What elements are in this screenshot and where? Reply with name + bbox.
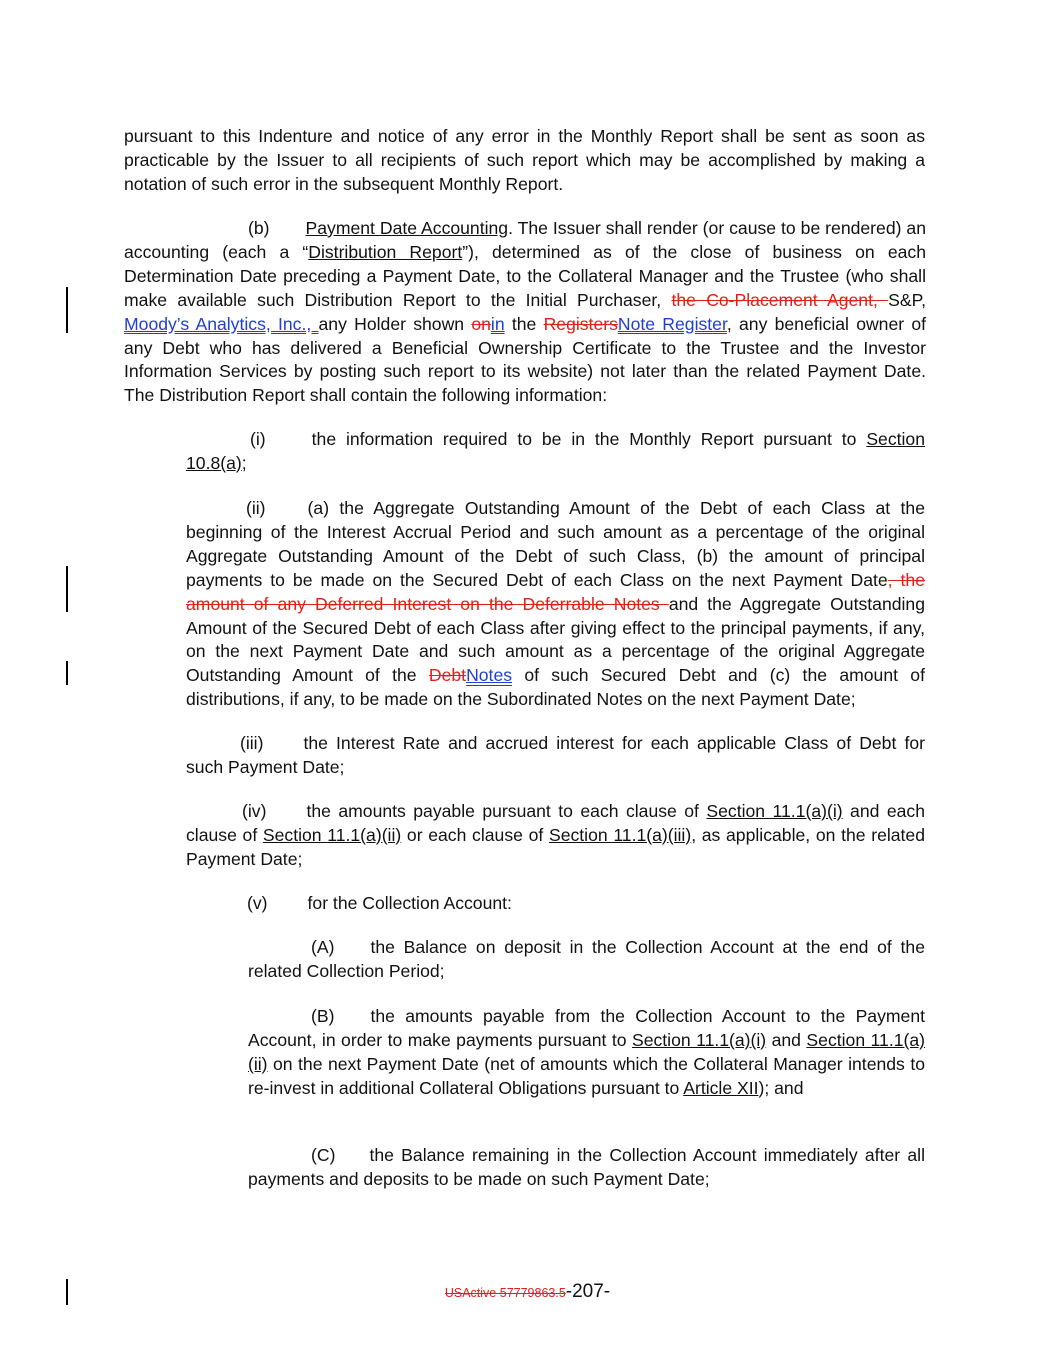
list-item-i: (i) the information required to be in the Monthly Report pursuant to Section 10.8(a); (186, 429, 925, 473)
section-reference: Section 11.1(a)(ii) (262, 824, 402, 845)
section-reference: Section 11.1(a)(ii) (248, 1029, 925, 1074)
article-reference: Article XII (683, 1077, 759, 1098)
clause-number: (b) (248, 218, 270, 238)
section-heading: Payment Date Accounting (305, 218, 509, 238)
clause-number: (i) (250, 429, 266, 449)
list-item-iv: (iv) the amounts payable pursuant to each clause of Section 11.1(a)(i) and each clause of Section 11.1(a)(ii) or each clause of Section 11.1(a)(iii), as applicable, on the related Payment Date; (186, 801, 926, 869)
section-reference: Section 11.1(a)(i) (631, 1029, 767, 1050)
clause-number: (A) (311, 937, 335, 957)
sub-item-B: (B) the amounts payable from the Collection Account to the Payment Account, in order to make payments pursuant to Section 11.1(a)(i) and Section 11.1(a)(ii) on the next Payment Date (net of amounts which the Collateral Manager intends to re-invest in additional Collateral Obligations pursuant to Article XII); and (248, 1006, 925, 1098)
inserted-text: in (490, 313, 505, 334)
deleted-text: Registers (543, 313, 618, 334)
change-bar (66, 661, 68, 685)
inserted-text: Note Register (617, 313, 727, 334)
page-footer (0, 1281, 1055, 1303)
deleted-document-id: USActive 57779863.5 (444, 1286, 566, 1300)
deleted-text: Debt (428, 665, 467, 686)
clause-number: (iii) (240, 733, 264, 753)
list-item-ii: (ii) (a) the Aggregate Outstanding Amount of the Debt of each Class at the beginning of the Interest Accrual Period and such amount as a percentage of the original Aggregate Outstanding Amount of the Debt of such Class, (b) the amount of principal payments to be made on the Secured Debt of each Class on the next Payment Date, the amount of any Deferred Interest on the Deferrable Notes and the Aggregate Outstanding Amount of the Secured Debt of each Class after giving effect to the principal payments, if any, on the next Payment Date and such amount as a percentage of the original Aggregate Outstanding Amount of the DebtNotes of such Secured Debt and (c) the amount of distributions, if any, to be made on the Subordinated Notes on the next Payment Date; (186, 498, 925, 710)
section-reference: Section 11.1(a)(i) (706, 801, 843, 821)
deleted-text: on (471, 313, 491, 334)
deleted-text: , the amount of any Deferred Interest on the Deferrable Notes (186, 569, 925, 614)
list-item-iii: (iii) the Interest Rate and accrued interest for each applicable Class of Debt for such Payment Date; (186, 733, 925, 777)
deleted-text: the Co-Placement Agent, (671, 289, 889, 310)
clause-number: (C) (311, 1145, 336, 1165)
clause-number: (iv) (242, 801, 267, 821)
clause-number: (ii) (246, 498, 266, 518)
paragraph-b: (b) Payment Date Accounting. The Issuer shall render (or cause to be rendered) an accounting (each a “Distribution Report”), determined as of the close of business on each Determination Date preceding a Payment Date, to the Collateral Manager and the Trustee (who shall make available such Distribution Report to the Initial Purchaser, the Co-Placement Agent, S&P, Moody’s Analytics, Inc., any Holder shown onin the RegistersNote Register, any beneficial owner of any Debt who has delivered a Beneficial Ownership Certificate to the Trustee and the Investor Information Services by posting such report to its website) not later than the related Payment Date. The Distribution Report shall contain the following information: (124, 218, 927, 406)
sub-item-C: (C) the Balance remaining in the Collection Account immediately after all payments and deposits to be made on such Payment Date; (248, 1145, 925, 1189)
inserted-text: Moody’s Analytics, Inc., (124, 313, 319, 334)
section-reference: Section 10.8(a) (186, 429, 925, 473)
list-item-v: (v) for the Collection Account: (247, 893, 512, 913)
inserted-text: Notes (466, 665, 513, 686)
change-bar (66, 566, 68, 612)
paragraph-intro: pursuant to this Indenture and notice of any error in the Monthly Report shall be sent as soon as practicable by the Issuer to all recipients of such report which may be accomplished by making a notation of such error in the subsequent Monthly Report. (124, 126, 925, 194)
defined-term: Distribution Report (308, 241, 463, 262)
section-reference: Section 11.1(a)(iii) (548, 824, 692, 845)
clause-number: (v) (247, 893, 268, 913)
page-number: -207- (565, 1281, 611, 1302)
clause-number: (B) (311, 1006, 335, 1026)
change-bar (66, 287, 68, 333)
sub-item-A: (A) the Balance on deposit in the Collection Account at the end of the related Collection Period; (248, 937, 925, 981)
